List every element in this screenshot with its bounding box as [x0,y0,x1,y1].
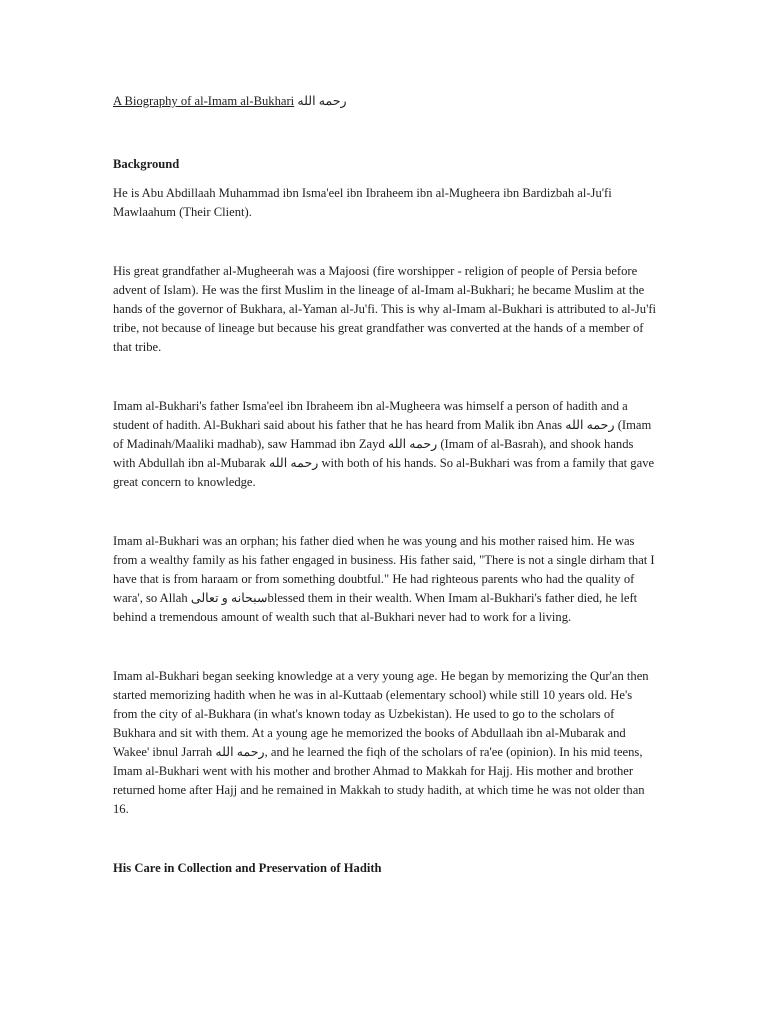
paragraph-3: Imam al-Bukhari's father Isma'eel ibn Ibraheem ibn al-Mugheera was himself a person of hadith and a student of hadith. Al-Bukhari said about his father that he has heard from Malik ibn Anas رحمه الله (Imam of Madinah/Maaliki madhab), saw Hammad ibn Zayd رحمه الله (Imam of al-Basrah), and shook hands with Abdullah ibn al-Mubarak رحمه الله with both of his hands. So al-Bukhari was from a family that gave great concern to knowledge. [113,399,655,489]
section-heading-hadith: His Care in Collection and Preservation of Hadith [113,861,382,875]
paragraph-2: His great grandfather al-Mugheerah was a Majoosi (fire worshipper - religion of people of Persia before advent of Islam). He was the first Muslim in the lineage of al-Imam al-Bukhari; he became Muslim at the hands of the governor of Bukhara, al-Yaman al-Ju'fi. This is why al-Imam al-Bukhari is attributed to al-Ju'fi tribe, not because of lineage but because his great grandfather was converted at the hands of a member of that tribe. [113,264,657,354]
document-title [113,92,658,111]
title-arabic: رحمه الله [297,94,347,108]
paragraph-4: Imam al-Bukhari was an orphan; his father died when he was young and his mother raised him. He was from a wealthy family as his father engaged in business. His father said, "There is not a single dirham that I have that is from haraam or from something doubtful." He had righteous parents who had the quality of wara', so Allah سبحانه و تعالىblessed them in their wealth. When Imam al-Bukhari's father died, he left behind a tremendous amount of wealth such that al-Bukhari never had to work for a living. [113,534,655,624]
document-page [113,92,658,878]
paragraph-1: He is Abu Abdillaah Muhammad ibn Isma'eel ibn Ibraheem ibn al-Mugheera ibn Bardizbah al-Ju'fi Mawlaahum (Their Client). [113,186,612,219]
section-heading-background: Background [113,157,180,171]
title-text: A Biography of al-Imam al-Bukhari [113,94,295,108]
paragraph-5: Imam al-Bukhari began seeking knowledge at a very young age. He began by memorizing the Qur'an then started memorizing hadith when he was in al-Kuttaab (elementary school) while still 10 years old. He's from the city of al-Bukhara (in what's known today as Uzbekistan). He used to go to the scholars of Bukhara and sit with them. At a young age he memorized the books of Abdullaah ibn al-Mubarak and Wakee' ibnul Jarrah رحمه الله, and he learned the fiqh of the scholars of ra'ee (opinion). In his mid teens, Imam al-Bukhari went with his mother and brother Ahmad to Makkah for Hajj. His mother and brother returned home after Hajj and he remained in Makkah to study hadith, at which time he was not older than 16. [113,669,649,816]
